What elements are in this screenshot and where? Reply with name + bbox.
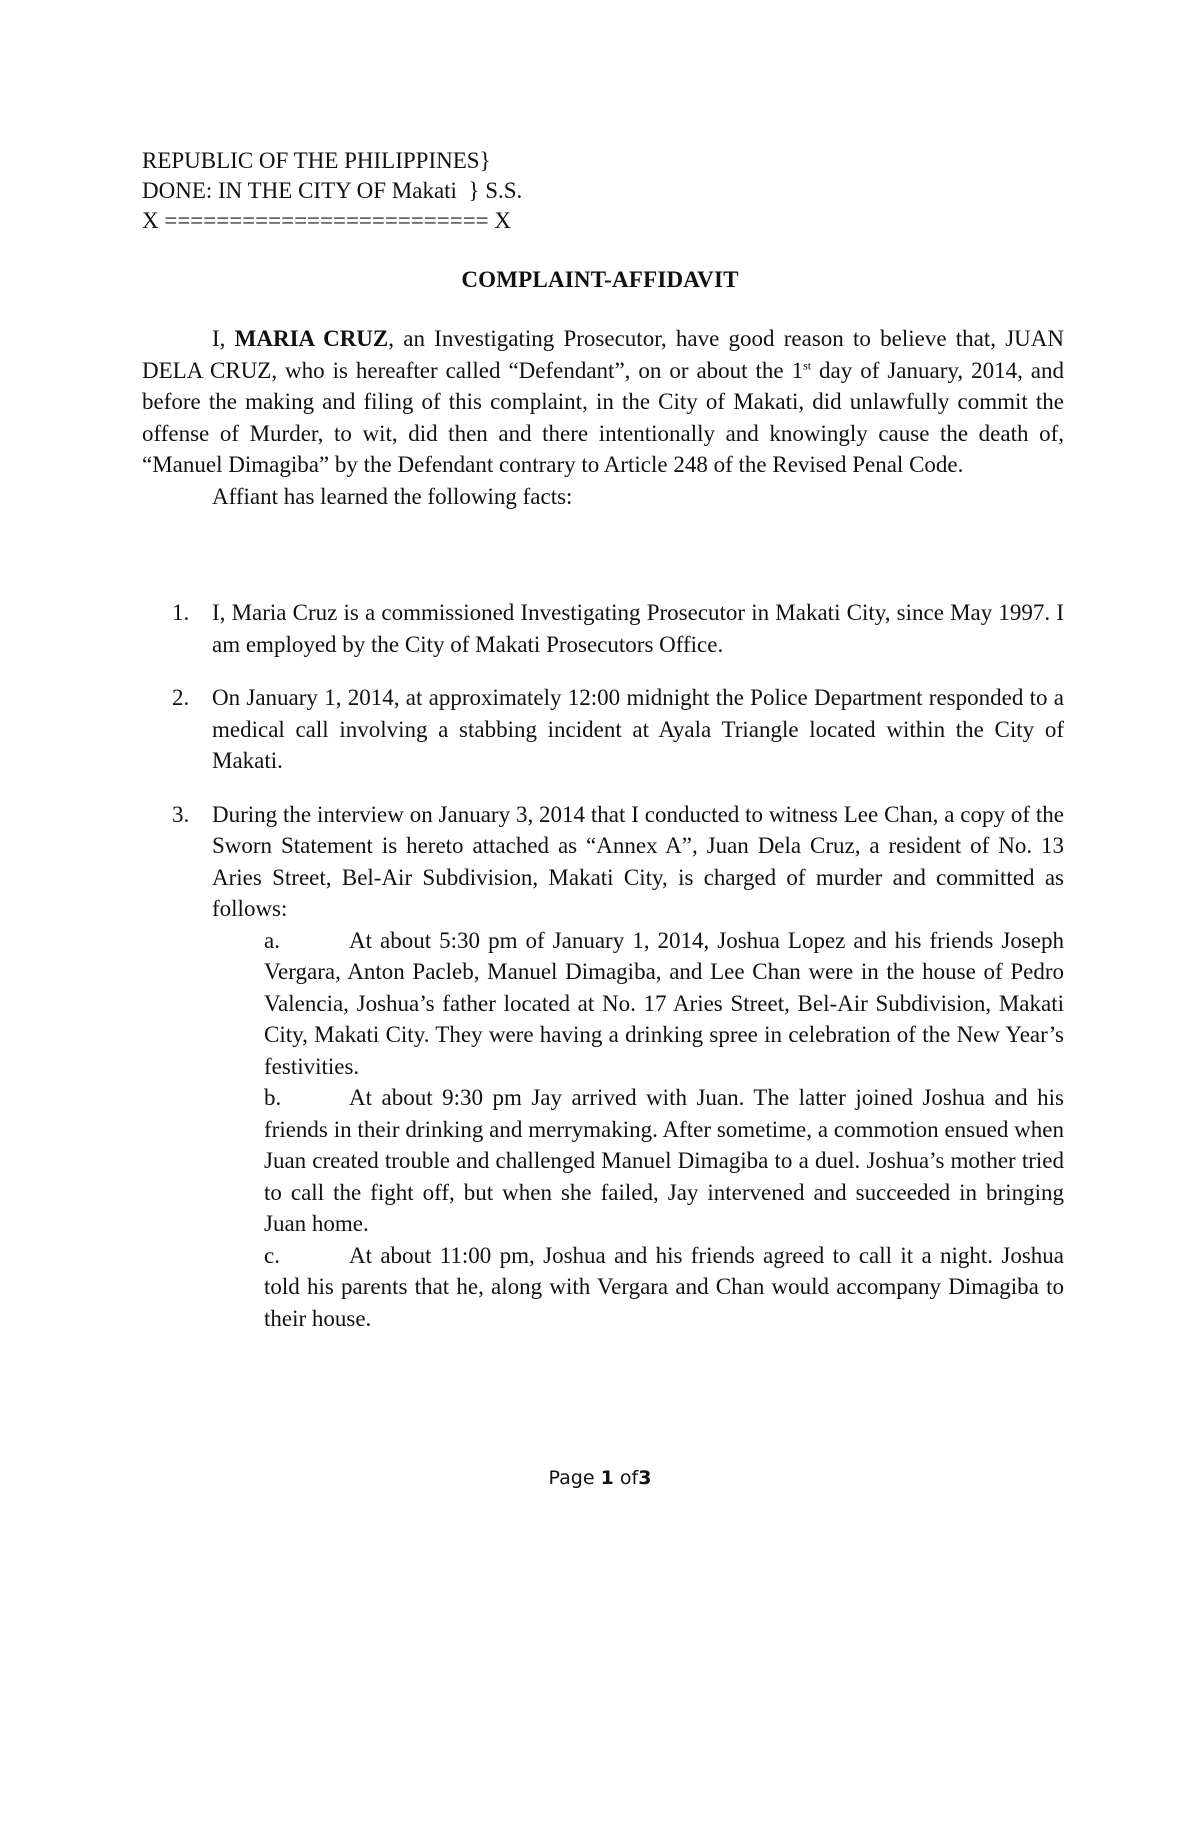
- subitem-b: [264, 1082, 1064, 1240]
- fact-subitems: [264, 925, 1064, 1335]
- caption-republic-line: REPUBLIC OF THE PHILIPPINES}: [142, 148, 491, 173]
- fact-item-1: [142, 597, 1064, 660]
- fact-item-3: [142, 799, 1064, 1335]
- of-word: of: [619, 1467, 639, 1489]
- fact-number: 2.: [172, 685, 190, 710]
- fact-number: 3.: [172, 801, 190, 827]
- subitem-text: At about 9:30 pm Jay arrived with Juan. The latter joined Joshua and his friends in their drinking and merrymaking. After sometime, a commotion ensued when Juan created trouble and challenged Manuel Dimagiba to a duel. Joshua’s mother tried to call the fight off, but when she failed, Jay intervened and succeeded in bringing Juan home.: [264, 1085, 1064, 1236]
- subitem-letter: c.: [264, 1242, 280, 1268]
- fact-number: 1.: [172, 600, 190, 625]
- intro-lead: I,: [212, 326, 235, 351]
- ordinal-suffix: st: [803, 357, 812, 372]
- intro-text-a: , an Investigating Prosecutor, have good reason to believe that, JUAN DELA CRUZ, who is hereafter called “Defendant”, on or about the 1: [142, 326, 1064, 383]
- caption-header: [142, 146, 522, 236]
- subitem-c: [264, 1240, 1064, 1335]
- fact-text: On January 1, 2014, at approximately 12:00 midnight the Police Department responded to a medical call involving a stabbing incident at Ayala Triangle located within the City of Makati.: [212, 685, 1064, 773]
- intro-paragraph: [142, 323, 1064, 481]
- facts-list: [142, 597, 1064, 1356]
- subitem-letter: a.: [264, 927, 280, 953]
- caption-city-line: DONE: IN THE CITY OF Makati } S.S.: [142, 178, 523, 203]
- fact-text: During the interview on January 3, 2014 that I conducted to witness Lee Chan, a copy of the Sworn Statement is hereto attached as “Annex A”, Juan Dela Cruz, a resident of No. 13 Aries Street, Bel-Air Subdivision, Makati City, is charged of murder and committed as follows:: [212, 801, 1064, 921]
- fact-text: I, Maria Cruz is a commissioned Investigating Prosecutor in Makati City, since May 1997. I am employed by the City of Makati Prosecutors Office.: [212, 600, 1064, 657]
- subitem-text: At about 5:30 pm of January 1, 2014, Joshua Lopez and his friends Joseph Vergara, Anton Pacleb, Manuel Dimagiba, and Lee Chan were in the house of Pedro Valencia, Joshua’s father located at No. 17 Aries Street, Bel-Air Subdivision, Makati City, Makati City. They were having a drinking spree in celebration of the New Year’s festivities.: [264, 927, 1064, 1079]
- fact-item-2: [142, 682, 1064, 777]
- affiant-name: MARIA CRUZ: [234, 326, 389, 351]
- current-page-number: 1: [600, 1467, 614, 1489]
- document-title: COMPLAINT-AFFIDAVIT: [461, 267, 739, 292]
- page-footer: [0, 1467, 1200, 1489]
- subitem-text: At about 11:00 pm, Joshua and his friends agreed to call it a night. Joshua told his parents that he, along with Vergara and Chan would accompany Dimagiba to their house.: [264, 1242, 1064, 1331]
- affiant-facts-line: Affiant has learned the following facts:: [212, 483, 573, 509]
- caption-separator-line: X ========================= X: [142, 208, 511, 233]
- subitem-letter: b.: [264, 1085, 282, 1110]
- page-word: Page: [548, 1467, 595, 1489]
- total-pages-number: 3: [638, 1467, 652, 1489]
- intro-text-b: day of January, 2014, and before the making and filing of this complaint, in the City of Makati, did unlawfully commit the offense of Murder, to wit, did then and there intentionally and knowingly cause the death of, “Manuel Dimagiba” by the Defendant contrary to Article 248 of the Revised Penal Code.: [142, 357, 1065, 477]
- subitem-a: [264, 925, 1064, 1083]
- intro-section: [142, 323, 1064, 512]
